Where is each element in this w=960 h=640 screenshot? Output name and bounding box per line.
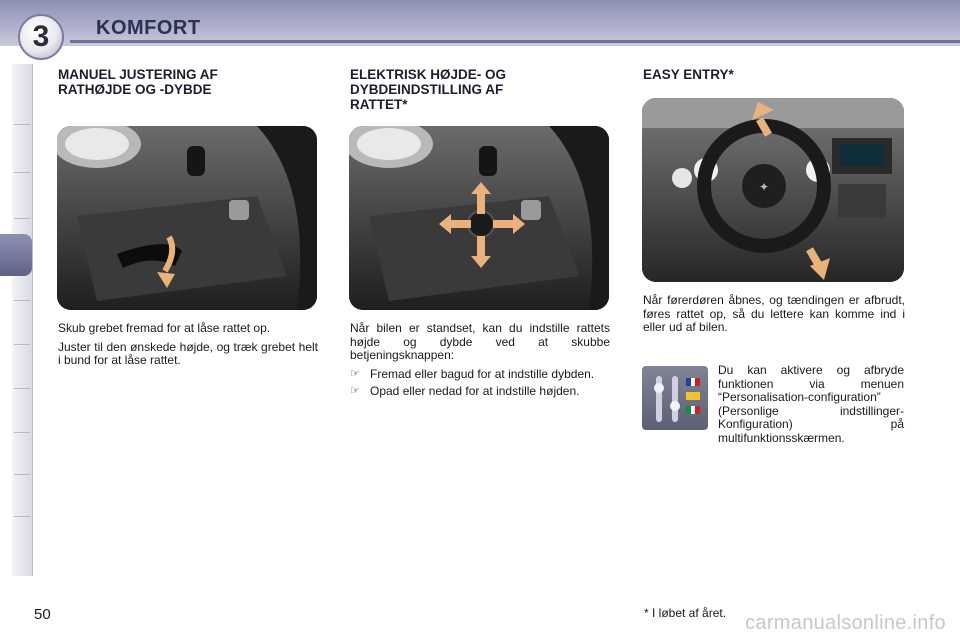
title-line: ELEKTRISK HØJDE- OG: [350, 67, 507, 82]
rail-tick: [14, 300, 30, 301]
pointing-hand-icon: ☞: [350, 367, 360, 380]
manual-lever-photo: [57, 126, 317, 310]
section-title-electric: [350, 67, 620, 112]
electric-control-photo: [349, 126, 609, 310]
electric-intro: Når bilen er standset, kan du indstille rattets højde og dybde ved at skubbe betjeningsknappen:: [350, 321, 610, 363]
manual-paragraph-1: Skub grebet fremad for at låse rattet op.: [58, 321, 271, 335]
pointing-hand-icon: ☞: [350, 385, 360, 398]
footnote: * I løbet af året.: [644, 606, 727, 620]
manual-paragraph-2: Juster til den ønskede højde, og træk grebet helt i bund for at låse rattet.: [58, 339, 318, 368]
easy-entry-photo: [642, 98, 904, 282]
easy-entry-paragraph-2: Du kan aktivere og afbryde funktionen via menuen “Personalisation-configuration” (Personlige indstillinger-Konfiguration) på multifunktionsskærmen.: [718, 363, 904, 445]
rail-tick: [14, 516, 30, 517]
title-line: MANUEL JUSTERING AF: [58, 67, 218, 82]
manual-text: [58, 322, 318, 373]
title-line: RATHØJDE OG -DYBDE: [58, 82, 212, 97]
rail-tick: [14, 432, 30, 433]
rail-tick: [14, 344, 30, 345]
bullet-text: Fremad eller bagud for at indstille dybden.: [370, 366, 595, 381]
electric-text: [350, 322, 610, 403]
rail-tick: [14, 124, 30, 125]
watermark: carmanualsonline.info: [745, 612, 946, 634]
section-title-manual: [58, 67, 328, 97]
easy-entry-paragraph-1: Når førerdøren åbnes, og tændingen er afbrudt, føres rattet op, så du lettere kan komme ind i eller ud af bilen.: [643, 293, 905, 335]
chapter-tab-rail: [12, 64, 33, 576]
page-title: KOMFORT: [96, 17, 201, 39]
electric-bullet-height: [350, 385, 610, 399]
page-number: 50: [34, 606, 51, 623]
bullet-text: Opad eller nedad for at indstille højden.: [370, 384, 580, 399]
rail-tab-chapter-3[interactable]: [0, 234, 32, 276]
chapter-badge: 3: [18, 14, 64, 60]
rail-tick: [14, 388, 30, 389]
svg-text:✦: ✦: [758, 180, 770, 194]
rail-tick: [14, 172, 30, 173]
header-rule: [70, 40, 960, 43]
title-line: DYBDEINDSTILLING AF: [350, 82, 504, 97]
title-line: RATTET*: [350, 97, 408, 112]
rail-tick: [14, 474, 30, 475]
section-title-easy-entry: EASY ENTRY*: [643, 67, 734, 82]
rail-tick: [14, 218, 30, 219]
settings-menu-icon: [642, 366, 708, 430]
electric-bullet-depth: [350, 368, 610, 382]
